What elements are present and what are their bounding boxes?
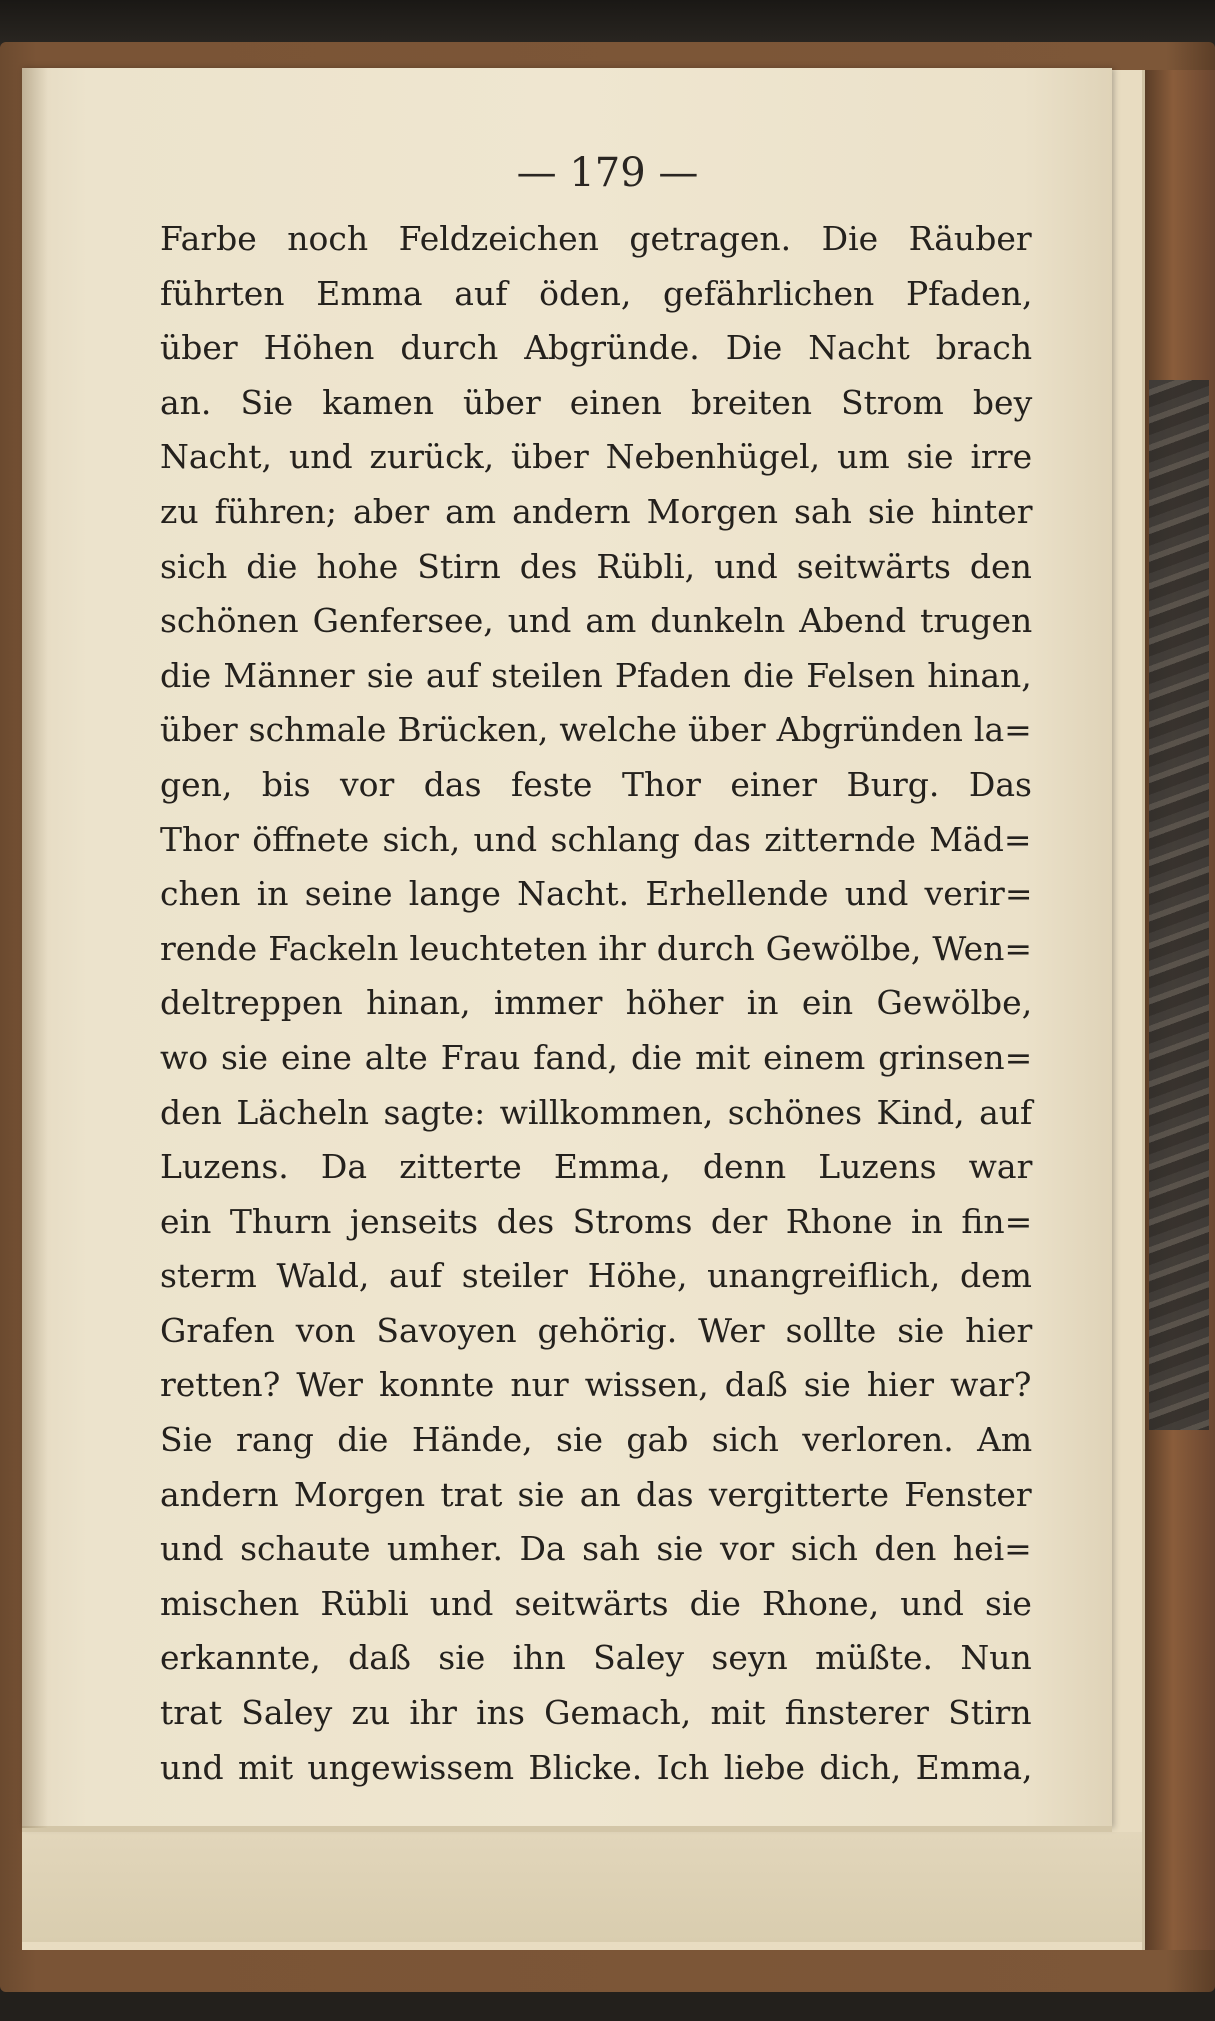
text-line: erkannte, daß sie ihn Saley seyn müßte. Nun — [160, 1638, 1032, 1678]
text-line: Grafen von Savoyen gehörig. Wer sollte sie hier — [160, 1310, 1033, 1350]
text-line: zu führen; aber am andern Morgen sah sie hinter — [160, 491, 1033, 531]
text-line: an. Sie kamen über einen breiten Strom bey — [160, 382, 1033, 422]
text-line: Sie rang die Hände, sie gab sich verloren. Am — [160, 1420, 1033, 1460]
page-bottom-edge — [22, 1826, 1112, 1832]
text-line: die Männer sie auf steilen Pfaden die Felsen hinan, — [160, 655, 1032, 695]
text-line: ein Thurn jenseits des Stroms der Rhone in fin= — [160, 1201, 1033, 1241]
page-text — [160, 212, 1032, 1795]
page-number: — 179 — — [516, 150, 699, 196]
text-line: den Lächeln sagte: willkommen, schönes Kind, auf — [160, 1092, 1033, 1132]
text-line: über Höhen durch Abgründe. Die Nacht brach — [160, 328, 1033, 368]
text-line: trat Saley zu ihr ins Gemach, mit finsterer Stirn — [160, 1693, 1032, 1733]
text-line: deltreppen hinan, immer höher in ein Gewölbe, — [160, 983, 1033, 1023]
marbled-cover-edge — [1149, 380, 1209, 1430]
text-line: sich die hohe Stirn des Rübli, und seitwärts den — [160, 546, 1032, 586]
text-line: wo sie eine alte Frau fand, die mit einem grinsen= — [160, 1037, 1033, 1077]
text-line: schönen Genfersee, und am dunkeln Abend trugen — [160, 601, 1033, 641]
gutter-shadow — [22, 68, 48, 1828]
text-line: rende Fackeln leuchteten ihr durch Gewölbe, Wen= — [160, 928, 1033, 968]
lower-sheet — [22, 1832, 1142, 1942]
text-line: mischen Rübli und seitwärts die Rhone, und sie — [160, 1583, 1032, 1623]
text-line: Nacht, und zurück, über Nebenhügel, um sie irre — [160, 437, 1033, 477]
text-line: Luzens. Da zitterte Emma, denn Luzens war — [160, 1147, 1033, 1187]
text-line: und schaute umher. Da sah sie vor sich den hei= — [160, 1529, 1032, 1569]
text-line: führten Emma auf öden, gefährlichen Pfaden, — [160, 273, 1033, 313]
text-line: und mit ungewissem Blicke. Ich liebe dich, Emma, — [160, 1747, 1033, 1787]
text-line: chen in seine lange Nacht. Erhellende und verir= — [160, 874, 1033, 914]
text-line: über schmale Brücken, welche über Abgründen la= — [160, 710, 1032, 750]
text-line: gen, bis vor das feste Thor einer Burg. Das — [160, 764, 1032, 804]
text-line: Thor öffnete sich, und schlang das zitternde Mäd= — [160, 819, 1032, 859]
text-line: andern Morgen trat sie an das vergitterte Fenster — [160, 1474, 1032, 1514]
text-line: retten? Wer konnte nur wissen, daß sie hier war? — [160, 1365, 1032, 1405]
text-line: sterm Wald, auf steiler Höhe, unangreiflich, dem — [160, 1256, 1032, 1296]
text-line: Farbe noch Feldzeichen getragen. Die Räuber — [160, 219, 1032, 258]
